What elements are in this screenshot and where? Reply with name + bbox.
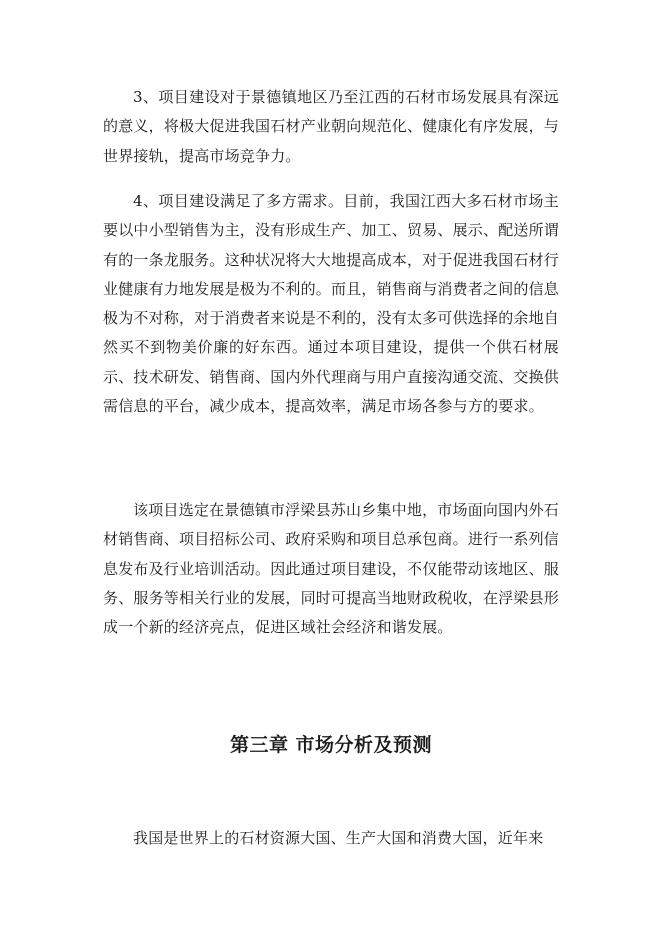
paragraph-project-location: 该项目选定在景德镇市浮梁县苏山乡集中地，市场面向国内外石材销售商、项目招标公司、政府采购和项目总承包商。进行一系列信息发布及行业培训活动。因此通过项目建设，不仅能带动该地区、服务、服务等相关行业的发展，同时可提高当地财政税收，在浮梁县形成一个新的经济亮点，促进区域社会经济和谐发展。 (103, 501, 560, 637)
paragraph-item-3: 3、项目建设对于景德镇地区乃至江西的石材市场发展具有深远的意义，将极大促进我国石材产业朝向规范化、健康化有序发展，与世界接轨，提高市场竞争力。 (103, 88, 560, 165)
paragraph-item-4: 4、项目建设满足了多方需求。目前，我国江西大多石材市场主要以中小型销售为主，没有形成生产、加工、贸易、展示、配送所谓有的一条龙服务。这种状况将大大地提高成本，对于促进我国石材行业健康有力地发展是极为不利的。而且，销售商与消费者之间的信息极为不对称，对于消费者来说是不利的，没有太多可供选择的余地自然买不到物美价廉的好东西。通过本项目建设，提供一个供石材展示、技术研发、销售商、国内外代理商与用户直接沟通交流、交换供需信息的平台，减少成本，提高效率，满足市场各参与方的要求。 (103, 192, 560, 416)
chapter-title: 第三章 市场分析及预测 (229, 734, 433, 756)
chapter-intro-paragraph: 我国是世界上的石材资源大国、生产大国和消费大国，近年来 (133, 829, 544, 847)
